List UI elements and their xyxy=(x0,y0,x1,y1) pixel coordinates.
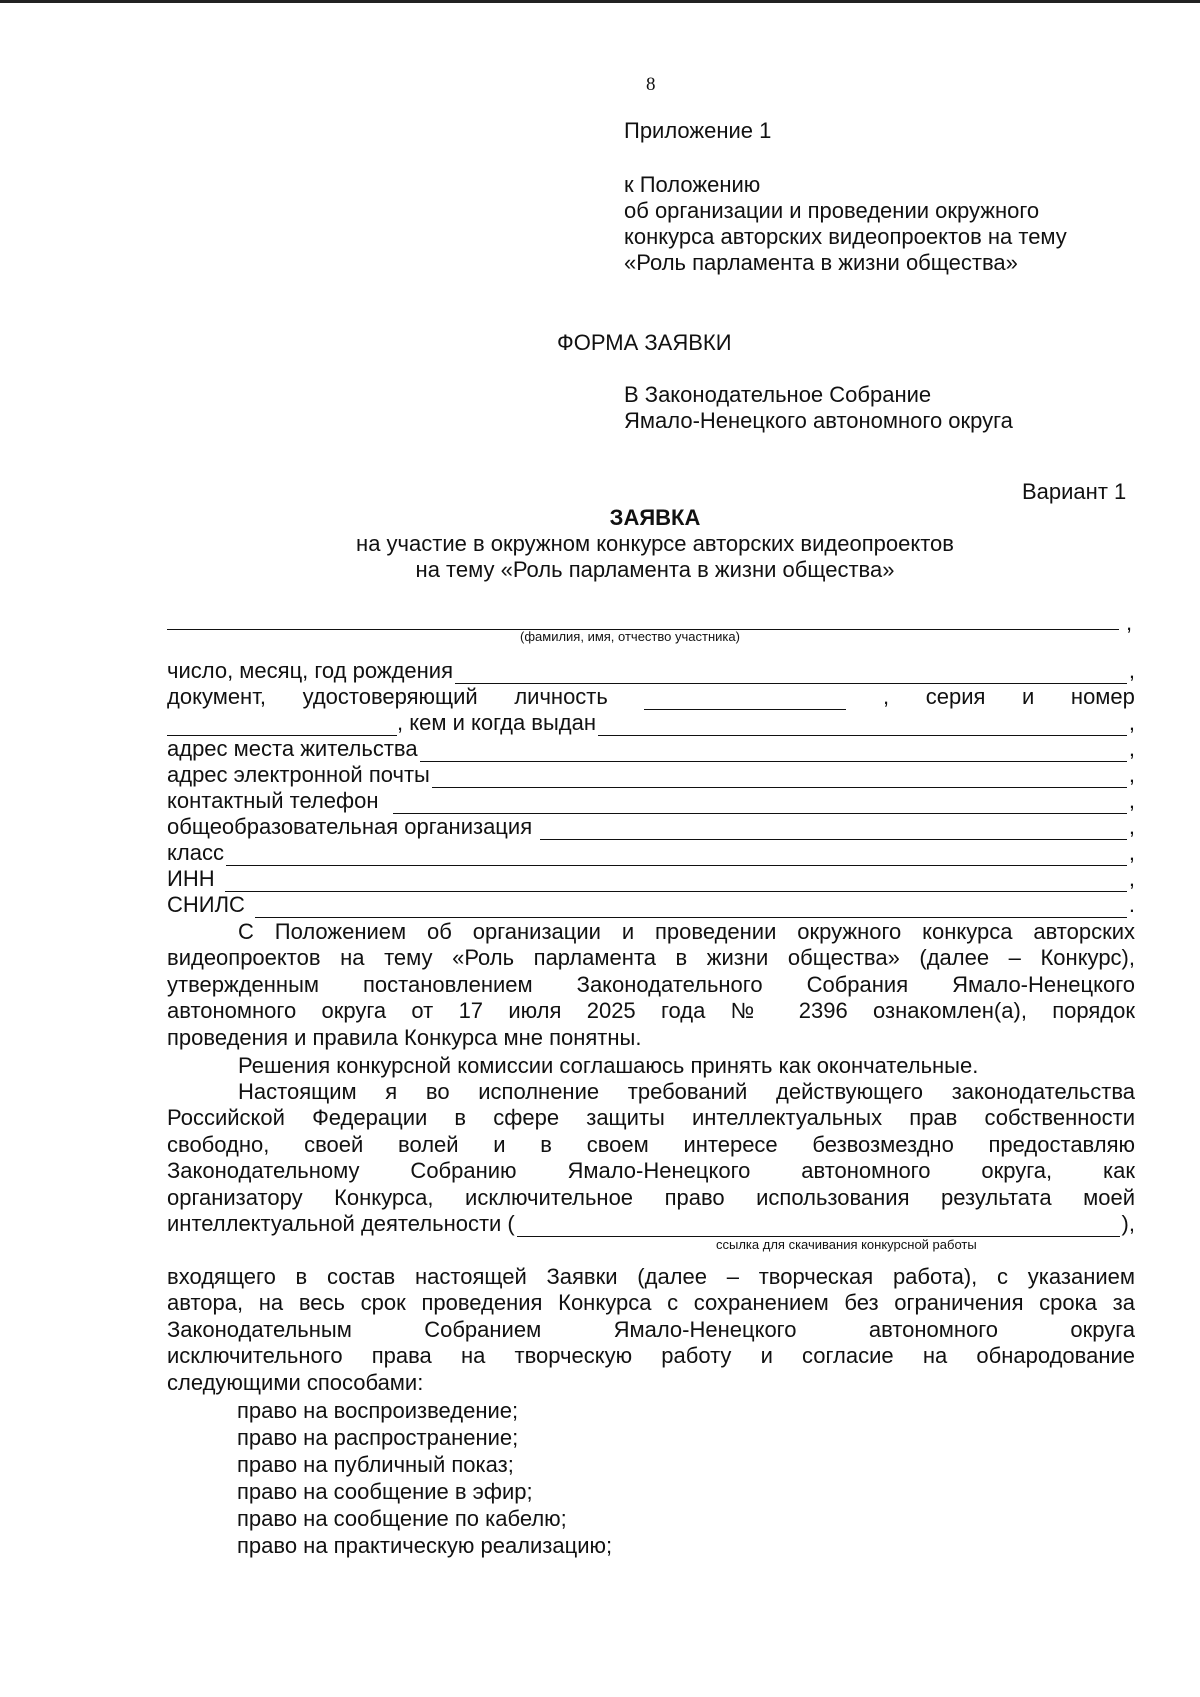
school-label: общеобразовательная организация xyxy=(167,814,533,839)
appendix-line: конкурса авторских видеопроектов на тему xyxy=(624,224,1067,249)
paragraph-decisions: Решения конкурсной комиссии соглашаюсь принять как окончательные. xyxy=(238,1053,979,1078)
paragraph-line: Законодательному Собранию Ямало-Ненецкого автономного округа, как xyxy=(167,1158,1135,1184)
inn-input[interactable] xyxy=(225,871,1127,892)
paragraph-line: Российской Федерации в сфере защиты интеллектуальных прав собственности xyxy=(167,1105,1135,1131)
paragraph-line: организатору Конкурса, исключительное право использования результата моей xyxy=(167,1184,1135,1210)
appendix-title: Приложение 1 xyxy=(624,118,772,143)
issued-label: , кем и когда выдан xyxy=(397,710,597,735)
link-field[interactable]: интеллектуальной деятельности ( ), xyxy=(167,1211,1135,1236)
fio-caption: (фамилия, имя, отчество участника) xyxy=(520,629,740,644)
doc-word: , xyxy=(883,684,890,709)
document-type-input[interactable] xyxy=(644,689,846,710)
paragraph-line: автора, на весь срок проведения Конкурса с сохранением без ограничения срока за xyxy=(167,1290,1135,1316)
paragraph-line: видеопроектов на тему «Роль парламента в жизни общества» (далее – Конкурс), xyxy=(167,945,1135,971)
phone-input[interactable] xyxy=(393,793,1127,814)
snils-label: СНИЛС xyxy=(167,892,245,917)
paragraph-line: автономного округа от 17 июля 2025 года № 2396 ознакомлен(а), порядок xyxy=(167,998,1135,1024)
grade-input[interactable] xyxy=(226,845,1127,866)
address-input[interactable] xyxy=(420,741,1127,762)
series-number-input[interactable] xyxy=(167,715,397,736)
birth-date-input[interactable] xyxy=(455,663,1127,684)
doc-word: личность xyxy=(514,684,608,709)
snils-input[interactable] xyxy=(255,897,1127,918)
paragraph-line: исключительного права на творческую работу и согласие на обнародование xyxy=(167,1343,1135,1369)
paragraph-scope xyxy=(167,1264,1135,1396)
rights-list-item: право на практическую реализацию; xyxy=(237,1533,613,1558)
link-label: интеллектуальной деятельности ( xyxy=(167,1211,515,1236)
doc-word: серия xyxy=(925,684,986,709)
issued-input[interactable] xyxy=(598,715,1127,736)
rights-list-item: право на публичный показ; xyxy=(237,1452,514,1477)
grade-label: класс xyxy=(167,840,224,865)
document-field[interactable] xyxy=(167,684,1135,710)
link-input[interactable] xyxy=(517,1216,1120,1237)
rights-list-item: право на распространение; xyxy=(237,1425,519,1450)
birth-date-label: число, месяц, год рождения xyxy=(167,658,453,683)
addressee-line: В Законодательное Собрание xyxy=(624,382,932,407)
form-title: ФОРМА ЗАЯВКИ xyxy=(557,330,732,355)
paragraph-acknowledgement xyxy=(167,919,1135,1051)
appendix-line: об организации и проведении окружного xyxy=(624,198,1040,223)
paragraph-line: С Положением об организации и проведении окружного конкурса авторских xyxy=(238,919,1135,944)
fio-comma: , xyxy=(1126,610,1133,635)
appendix-line: «Роль парламента в жизни общества» xyxy=(624,250,1018,275)
doc-word: и xyxy=(1022,684,1035,709)
paragraph-line: следующими способами: xyxy=(167,1369,424,1395)
school-field[interactable]: общеобразовательная организация , xyxy=(167,814,1135,839)
paragraph-line: проведения и правила Конкурса мне понятны. xyxy=(167,1024,642,1050)
grade-field[interactable]: класс , xyxy=(167,840,1135,865)
inn-field[interactable]: ИНН , xyxy=(167,866,1135,891)
email-input[interactable] xyxy=(432,767,1127,788)
address-field[interactable]: адрес места жительства , xyxy=(167,736,1135,761)
school-input[interactable] xyxy=(540,819,1127,840)
rights-list-item: право на сообщение в эфир; xyxy=(237,1479,533,1504)
email-label: адрес электронной почты xyxy=(167,762,430,787)
doc-word: документ, xyxy=(167,684,266,709)
paragraph-line: Законодательным Собранием Ямало-Ненецкого автономного округа xyxy=(167,1316,1135,1342)
address-label: адрес места жительства xyxy=(167,736,418,761)
rights-list-item: право на воспроизведение; xyxy=(237,1398,519,1423)
doc-word: номер xyxy=(1070,684,1135,709)
birth-date-field[interactable]: число, месяц, год рождения , xyxy=(167,658,1135,683)
application-subtitle: на тему «Роль парламента в жизни общества» xyxy=(415,557,895,582)
rights-list-item: право на сообщение по кабелю; xyxy=(237,1506,567,1531)
paragraph-line: свободно, своей волей и в своем интересе безвозмездно предоставляю xyxy=(167,1131,1135,1157)
paragraph-rights-grant xyxy=(167,1079,1135,1211)
email-field[interactable]: адрес электронной почты , xyxy=(167,762,1135,787)
paragraph-line: входящего в состав настоящей Заявки (далее – творческая работа), с указанием xyxy=(167,1264,1135,1289)
link-caption: ссылка для скачивания конкурсной работы xyxy=(716,1237,977,1252)
variant-label: Вариант 1 xyxy=(1022,479,1127,504)
phone-field[interactable]: контактный телефон , xyxy=(167,788,1135,813)
phone-label: контактный телефон xyxy=(167,788,379,813)
application-subtitle: на участие в окружном конкурсе авторских видеопроектов xyxy=(356,531,954,556)
inn-label: ИНН xyxy=(167,866,215,891)
issued-field[interactable]: , кем и когда выдан , xyxy=(167,710,1135,736)
scan-edge-line xyxy=(0,0,1200,3)
application-title: ЗАЯВКА xyxy=(609,505,701,530)
paragraph-line: Настоящим я во исполнение требований действующего законодательства xyxy=(238,1079,1135,1104)
doc-word: удостоверяющий xyxy=(302,684,478,709)
addressee-line: Ямало-Ненецкого автономного округа xyxy=(624,408,1013,433)
paragraph-line: утвержденным постановлением Законодательного Собрания Ямало-Ненецкого xyxy=(167,971,1135,997)
snils-field[interactable]: СНИЛС . xyxy=(167,892,1135,917)
page-number: 8 xyxy=(646,74,656,95)
appendix-line: к Положению xyxy=(624,172,761,197)
